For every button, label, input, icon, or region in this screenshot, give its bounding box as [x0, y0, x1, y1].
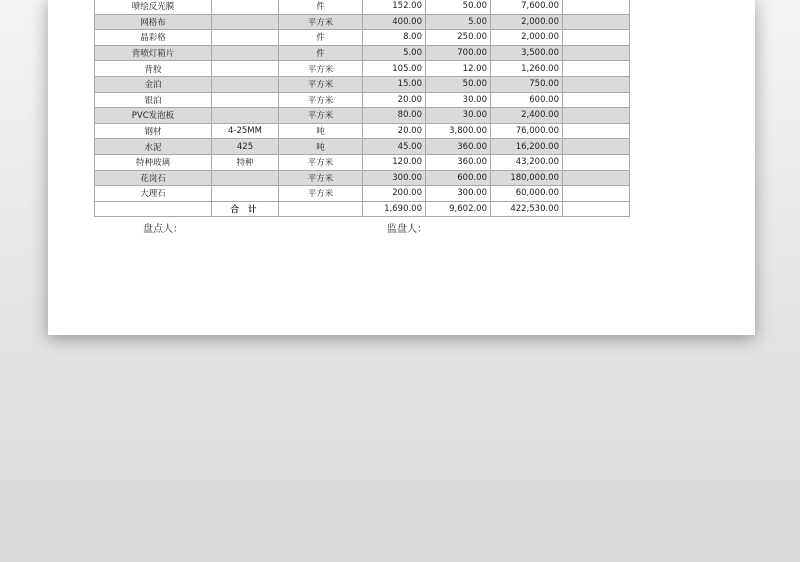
table-row [95, 92, 630, 108]
item-unit-cell: 件 [279, 45, 363, 61]
item-unit-cell: 平方米 [279, 170, 363, 186]
item-amount-cell: 43,200.00 [491, 154, 563, 170]
table-row [95, 30, 630, 46]
item-qty-cell: 120.00 [363, 154, 426, 170]
item-unit-cell: 件 [279, 30, 363, 46]
item-qty-cell: 5.00 [363, 45, 426, 61]
item-qty-cell: 80.00 [363, 108, 426, 124]
total-row [95, 201, 630, 217]
item-name-cell: 钢材 [95, 123, 212, 139]
inventory-table [94, 0, 630, 217]
item-amount-cell: 2,400.00 [491, 108, 563, 124]
item-qty-cell: 45.00 [363, 139, 426, 155]
item-name-cell: 银泊 [95, 92, 212, 108]
item-price-cell: 3,800.00 [426, 123, 491, 139]
table-row [95, 76, 630, 92]
item-qty-cell: 15.00 [363, 76, 426, 92]
item-unit-cell: 吨 [279, 123, 363, 139]
table-row [95, 154, 630, 170]
item-unit-cell: 平方米 [279, 76, 363, 92]
item-name-cell: 水泥 [95, 139, 212, 155]
item-name-cell: 背胶 [95, 61, 212, 77]
total-unit-cell [279, 201, 363, 217]
item-extra-cell [563, 123, 630, 139]
item-name-cell: 大理石 [95, 186, 212, 202]
item-extra-cell [563, 45, 630, 61]
total-empty-cell [95, 201, 212, 217]
table-row [95, 170, 630, 186]
item-amount-cell: 16,200.00 [491, 139, 563, 155]
item-amount-cell: 180,000.00 [491, 170, 563, 186]
item-amount-cell: 2,000.00 [491, 14, 563, 30]
item-name-cell: 金泊 [95, 76, 212, 92]
item-amount-cell: 60,000.00 [491, 186, 563, 202]
item-amount-cell: 600.00 [491, 92, 563, 108]
total-label: 合 计 [212, 201, 279, 217]
table-row [95, 123, 630, 139]
total-extra-cell [563, 201, 630, 217]
item-price-cell: 360.00 [426, 139, 491, 155]
item-name-cell: 晶彩格 [95, 30, 212, 46]
item-spec-cell [212, 30, 279, 46]
total-amount: 422,530.00 [491, 201, 563, 217]
document-page [48, 0, 755, 335]
item-unit-cell: 吨 [279, 139, 363, 155]
item-extra-cell [563, 92, 630, 108]
item-spec-cell: 4-25MM [212, 123, 279, 139]
total-qty: 1,690.00 [363, 201, 426, 217]
item-amount-cell: 7,600.00 [491, 0, 563, 14]
item-qty-cell: 105.00 [363, 61, 426, 77]
item-name-cell: 背喷灯箱片 [95, 45, 212, 61]
item-amount-cell: 2,000.00 [491, 30, 563, 46]
item-spec-cell: 特种 [212, 154, 279, 170]
item-unit-cell: 平方米 [279, 92, 363, 108]
item-extra-cell [563, 30, 630, 46]
item-amount-cell: 76,000.00 [491, 123, 563, 139]
item-extra-cell [563, 0, 630, 14]
item-price-cell: 5.00 [426, 14, 491, 30]
item-qty-cell: 400.00 [363, 14, 426, 30]
item-price-cell: 50.00 [426, 76, 491, 92]
table-row [95, 61, 630, 77]
table-row [95, 14, 630, 30]
counter-signature-label: 盘点人： [143, 224, 183, 235]
item-price-cell: 250.00 [426, 30, 491, 46]
table-row [95, 45, 630, 61]
item-spec-cell [212, 61, 279, 77]
item-unit-cell: 平方米 [279, 186, 363, 202]
item-unit-cell: 平方米 [279, 108, 363, 124]
table-body [95, 0, 630, 201]
item-name-cell: PVC发泡板 [95, 108, 212, 124]
item-unit-cell: 平方米 [279, 154, 363, 170]
item-price-cell: 360.00 [426, 154, 491, 170]
item-name-cell: 网格布 [95, 14, 212, 30]
item-spec-cell [212, 76, 279, 92]
item-qty-cell: 20.00 [363, 92, 426, 108]
item-price-cell: 30.00 [426, 92, 491, 108]
item-extra-cell [563, 154, 630, 170]
total-price: 9,602.00 [426, 201, 491, 217]
item-amount-cell: 1,260.00 [491, 61, 563, 77]
item-price-cell: 50.00 [426, 0, 491, 14]
item-price-cell: 600.00 [426, 170, 491, 186]
item-amount-cell: 3,500.00 [491, 45, 563, 61]
item-spec-cell [212, 108, 279, 124]
item-extra-cell [563, 14, 630, 30]
item-name-cell: 特种玻璃 [95, 154, 212, 170]
item-name-cell: 喷绘反光膜 [95, 0, 212, 14]
item-qty-cell: 152.00 [363, 0, 426, 14]
item-spec-cell [212, 45, 279, 61]
item-price-cell: 700.00 [426, 45, 491, 61]
item-amount-cell: 750.00 [491, 76, 563, 92]
table-row [95, 139, 630, 155]
item-extra-cell [563, 76, 630, 92]
item-spec-cell [212, 170, 279, 186]
table-row [95, 186, 630, 202]
item-spec-cell [212, 186, 279, 202]
item-unit-cell: 平方米 [279, 14, 363, 30]
table-row [95, 108, 630, 124]
item-spec-cell [212, 92, 279, 108]
item-spec-cell [212, 0, 279, 14]
item-spec-cell [212, 14, 279, 30]
item-qty-cell: 200.00 [363, 186, 426, 202]
item-qty-cell: 300.00 [363, 170, 426, 186]
item-qty-cell: 20.00 [363, 123, 426, 139]
item-extra-cell [563, 170, 630, 186]
supervisor-signature-label: 监盘人： [387, 224, 427, 235]
item-price-cell: 30.00 [426, 108, 491, 124]
item-unit-cell: 件 [279, 0, 363, 14]
item-extra-cell [563, 61, 630, 77]
item-extra-cell [563, 139, 630, 155]
item-name-cell: 花岗石 [95, 170, 212, 186]
item-price-cell: 12.00 [426, 61, 491, 77]
item-qty-cell: 8.00 [363, 30, 426, 46]
item-price-cell: 300.00 [426, 186, 491, 202]
item-extra-cell [563, 108, 630, 124]
item-spec-cell: 425 [212, 139, 279, 155]
item-extra-cell [563, 186, 630, 202]
item-unit-cell: 平方米 [279, 61, 363, 77]
table-row [95, 0, 630, 14]
